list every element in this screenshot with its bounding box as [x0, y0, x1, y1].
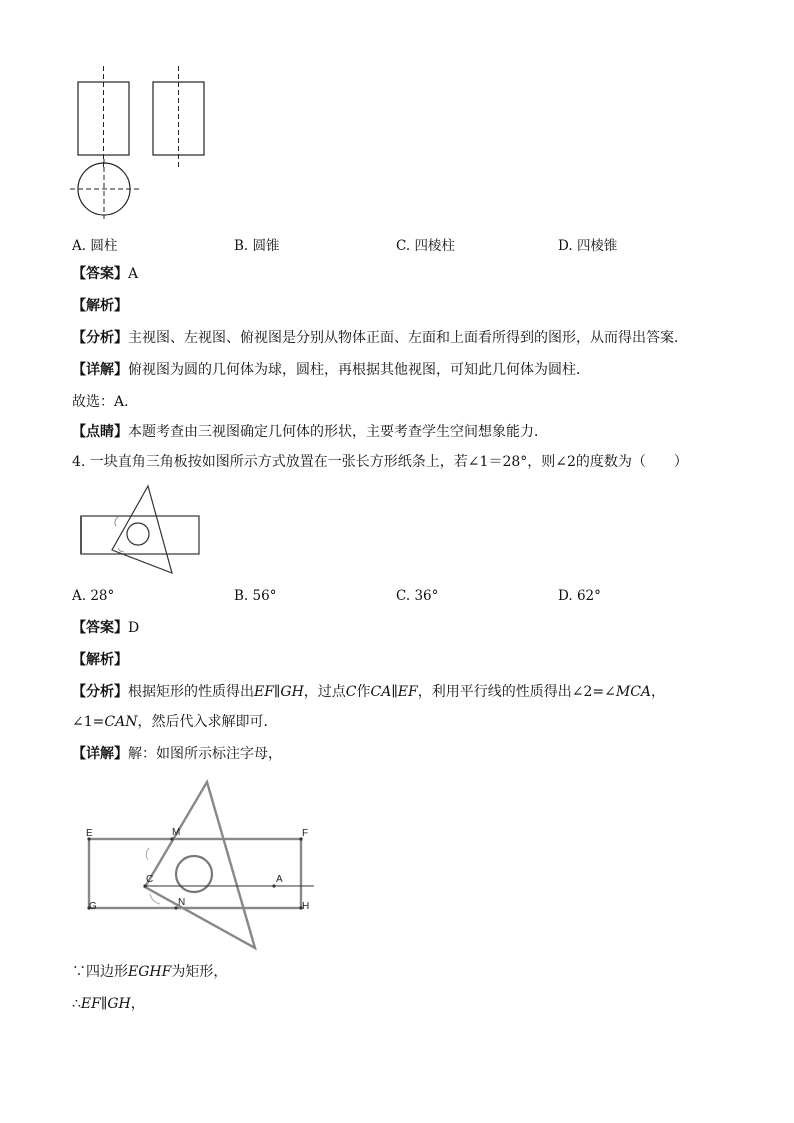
set-square: [112, 486, 172, 573]
labeled-angle-mark-2: [146, 848, 149, 860]
labeled-hole: [176, 856, 212, 892]
paper-strip: [81, 516, 199, 554]
label-c: C: [146, 874, 154, 885]
q4-option-d: D. 62°: [558, 588, 601, 604]
q3-analysis-heading: 【解析】: [72, 298, 128, 314]
q3-option-c: C. 四棱柱: [396, 238, 455, 254]
q3-option-b: B. 圆锥: [234, 238, 280, 254]
q3-xiangjie: 【详解】俯视图为圆的几何体为球，圆柱，再根据其他视图，可知此几何体为圆柱．: [72, 362, 590, 378]
angle-mark-2: [115, 517, 118, 526]
label-e: E: [86, 828, 93, 839]
q3-answer: 【答案】A: [72, 266, 139, 282]
labeled-set-square: [145, 782, 255, 948]
three-view-figure: [66, 62, 216, 222]
q4-proof-line2: ∴EF∥GH，: [72, 996, 145, 1012]
q4-fenxi-line1: 【分析】根据矩形的性质得出EF∥GH，过点C作CA∥EF，利用平行线的性质得出∠2=∠MCA，: [72, 684, 666, 700]
triangle-on-strip-figure: [76, 482, 206, 576]
q4-option-a: A. 28°: [72, 588, 115, 604]
q3-guxuan: 故选：A．: [72, 394, 139, 410]
angle-mark-1: [118, 548, 124, 552]
q3-fenxi: 【分析】主视图、左视图、俯视图是分别从物体正面、左面和上面看所得到的图形，从而得出答案．: [72, 330, 688, 346]
label-f: F: [302, 828, 309, 839]
q3-option-d: D. 四棱锥: [558, 238, 618, 254]
q3-dianjing: 【点睛】本题考查由三视图确定几何体的形状，主要考查学生空间想象能力．: [72, 424, 548, 440]
rectangle-eghf: [89, 839, 301, 908]
q4-stem: 4. 一块直角三角板按如图所示方式放置在一张长方形纸条上，若∠1＝28°，则∠2的度数为（ ）: [72, 454, 688, 470]
label-a: A: [276, 874, 283, 885]
q3-option-a: A. 圆柱: [72, 238, 118, 254]
q4-analysis-heading: 【解析】: [72, 652, 128, 668]
label-g: G: [89, 901, 97, 912]
label-n: N: [178, 897, 186, 908]
set-square-hole: [127, 523, 149, 545]
q4-fenxi-line2: ∠1=CAN，然后代入求解即可．: [72, 714, 278, 730]
q4-option-c: C. 36°: [396, 588, 439, 604]
q4-xiangjie: 【详解】解：如图所示标注字母，: [72, 746, 282, 762]
q4-answer: 【答案】D: [72, 620, 140, 636]
label-h: H: [302, 901, 310, 912]
label-m: M: [172, 827, 181, 838]
q4-option-b: B. 56°: [234, 588, 277, 604]
labeled-figure: [82, 778, 322, 958]
q4-proof-line1: ∵四边形EGHF为矩形，: [72, 964, 228, 980]
